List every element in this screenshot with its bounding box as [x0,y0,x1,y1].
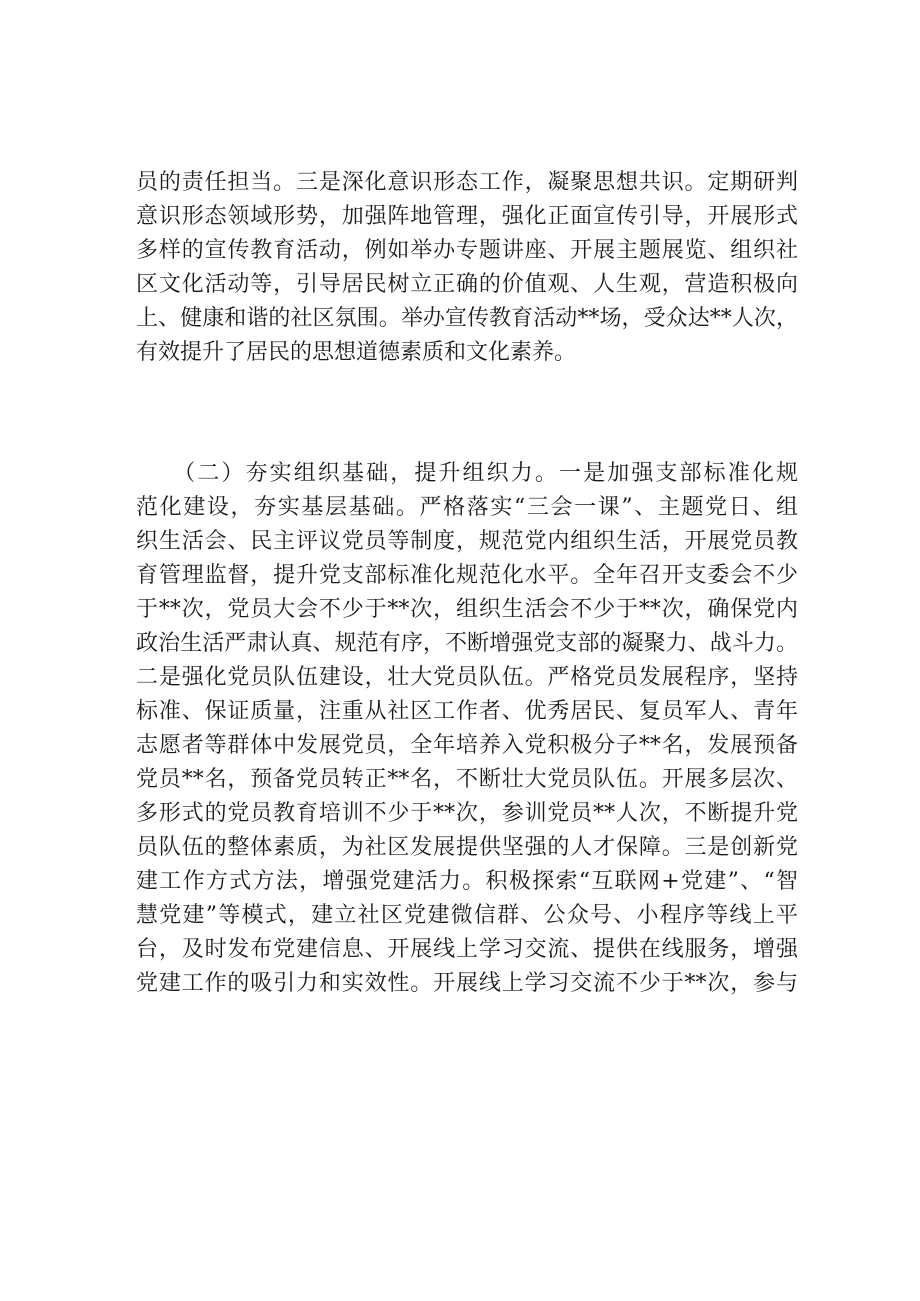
text-line: 慧党建”等模式，建立社区党建微信群、公众号、小程序等线上平 [136,903,798,928]
text-line: 织生活会、民主评议党员等制度，规范党内组织生活，开展党员教 [136,529,798,554]
text-line: 党员**名，预备党员转正**名，不断壮大党员队伍。开展多层次、 [136,767,798,792]
text-line: 上、健康和谐的社区氛围。举办宣传教育活动**场，受众达**人次， [136,306,798,331]
text-line: 于**次，党员大会不少于**次，组织生活会不少于**次，确保党内 [136,597,798,622]
text-line: 二是强化党员队伍建设，壮大党员队伍。严格党员发展程序，坚持 [136,665,798,690]
paragraph-organization-foundation [136,457,798,1001]
text-line: 志愿者等群体中发展党员，全年培养入党积极分子**名，发展预备 [136,733,798,758]
text-line: 建工作方式方法，增强党建活力。积极探索“互联网+党建”、“智 [136,869,798,894]
text-line: 员队伍的整体素质，为社区发展提供坚强的人才保障。三是创新党 [136,835,798,860]
text-line: 台，及时发布党建信息、开展线上学习交流、提供在线服务，增强 [136,937,798,962]
text-line: 意识形态领域形势，加强阵地管理，强化正面宣传引导，开展形式 [136,204,798,229]
section-heading-line: （二）夯实组织基础，提升组织力。一是加强支部标准化规 [136,461,798,486]
text-line: 区文化活动等，引导居民树立正确的价值观、人生观，营造积极向 [136,272,798,297]
text-line: 范化建设，夯实基层基础。严格落实“三会一课”、主题党日、组 [136,495,798,520]
text-line: 多形式的党员教育培训不少于**次，参训党员**人次，不断提升党 [136,801,798,826]
paragraph-ideology-work [136,166,798,370]
text-line: 标准、保证质量，注重从社区工作者、优秀居民、复员军人、青年 [136,699,798,724]
text-line: 有效提升了居民的思想道德素质和文化素养。 [136,340,577,365]
text-line: 多样的宣传教育活动，例如举办专题讲座、开展主题展览、组织社 [136,238,798,263]
text-line: 党建工作的吸引力和实效性。开展线上学习交流不少于**次，参与 [136,971,798,996]
text-line: 政治生活严肃认真、规范有序，不断增强党支部的凝聚力、战斗力。 [136,631,798,656]
text-line: 育管理监督，提升党支部标准化规范化水平。全年召开支委会不少 [136,563,798,588]
text-line: 员的责任担当。三是深化意识形态工作，凝聚思想共识。定期研判 [136,170,798,195]
